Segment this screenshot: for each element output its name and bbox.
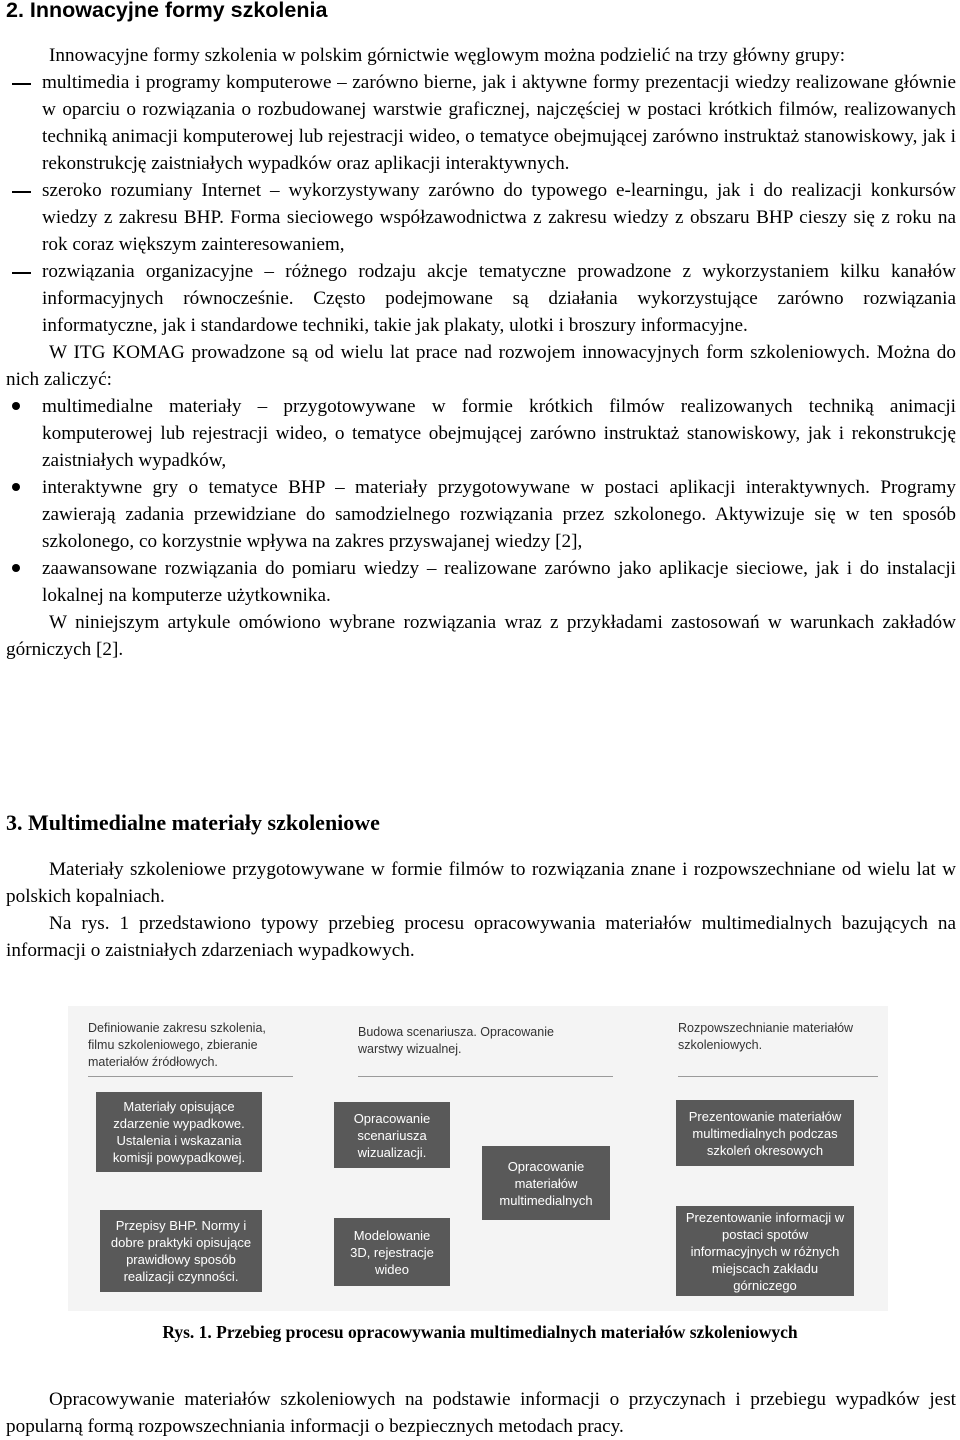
- section-3-body: [6, 856, 956, 964]
- section-3-paragraph: Na rys. 1 przedstawiono typowy przebieg procesu opracowywania materiałów multimedialnych bazujących na informacji o zaistniałych zdarzeniach wypadkowych.: [6, 913, 956, 961]
- list-item-text: rozwiązania organizacyjne – różnego rodzaju akcje tematyczne prowadzone z wykorzystaniem kilku kanałów informacyjnych równocześnie. Często podejmowane są działania wykorzystujące zarówno rozwiązania informatyczne, jak i standardowe techniki, takie jak plakaty, ulotki i broszury informacyjne.: [42, 261, 956, 336]
- section-heading: 2. Innowacyjne formy szkolenia: [6, 0, 328, 22]
- final-paragraph: Opracowywanie materiałów szkoleniowych na podstawie informacji o przyczynach i przebiegu wypadków jest popularną formą rozpowszechniania informacji o bezpiecznych metodach pracy.: [6, 1389, 956, 1437]
- process-box: Modelowanie 3D, rejestracje wideo: [334, 1218, 450, 1286]
- process-box: Opracowanie materiałów multimedialnych: [482, 1146, 610, 1220]
- dash-marker: [12, 83, 31, 85]
- process-box: Prezentowanie informacji w postaci spotów informacyjnych w różnych miejscach zakładu górniczego: [676, 1206, 854, 1296]
- process-box: Opracowanie scenariusza wizualizacji.: [334, 1102, 450, 1168]
- bullet-marker: [12, 483, 20, 491]
- process-diagram: [68, 1006, 888, 1311]
- list-item-text: szeroko rozumiany Internet – wykorzystywany zarówno do typowego e-learningu, jak i do realizacji konkursów wiedzy z zakresu BHP. Forma sieciowego współzawodnictwa z zakresu wiedzy z obszaru BHP cieszy się z roku na rok coraz większym zainteresowaniem,: [42, 180, 956, 255]
- process-box: Prezentowanie materiałów multimedialnych podczas szkoleń okresowych: [676, 1100, 854, 1166]
- final-body: [6, 1386, 956, 1440]
- figure-caption: Rys. 1. Przebieg procesu opracowywania multimedialnych materiałów szkoleniowych: [162, 1322, 798, 1342]
- list-item: [6, 177, 956, 258]
- closing-paragraph: W niniejszym artykule omówiono wybrane rozwiązania wraz z przykładami zastosowań w warunkach zakładów górniczych [2].: [6, 612, 956, 660]
- list-item-text: interaktywne gry o tematyce BHP – materiały przygotowywane w postaci aplikacji interaktywnych. Programy zawierają zadania przewidziane do samodzielnego rozwiązania przez szkolonego. Aktywizuje się w ten sposób szkolonego, co korzystnie wpływa na zakres przyswajanej wiedzy [2],: [42, 477, 956, 552]
- list-item-text: multimedia i programy komputerowe – zarówno bierne, jak i aktywne formy prezentacji wiedzy realizowane głównie w oparciu o rozwiązania o rozbudowanej warstwie graficznej, najczęściej w postaci krótkich filmów, realizowanych techniką animacji komputerowej lub rejestracji wideo, o tematyce obejmującej zarówno instruktaż stanowiskowy, jak i rekonstrukcję zaistniałych wypadków oraz aplikacji interaktywnych.: [42, 72, 956, 174]
- list-item-text: zaawansowane rozwiązania do pomiaru wiedzy – realizowane zarówno jako aplikacje sieciowe, jak i do instalacji lokalnej na komputerze użytkownika.: [42, 558, 956, 606]
- list-item: [6, 393, 956, 474]
- bullet-marker: [12, 564, 20, 572]
- column-divider: [678, 1076, 878, 1077]
- list-item: [6, 258, 956, 339]
- list-item-text: multimedialne materiały – przygotowywane w formie krótkich filmów realizowanych techniką animacji komputerowej lub rejestracji wideo, o tematyce obejmującej zarówno instruktaż stanowiskowy, jak i rekonstrukcję zaistniałych wypadków,: [42, 396, 956, 471]
- intro-paragraph: Innowacyjne formy szkolenia w polskim górnictwie węglowym można podzielić na trzy główny grupy:: [49, 45, 846, 66]
- column-header: Rozpowszechnianie materiałów szkoleniowych.: [678, 1021, 854, 1052]
- column-header: Definiowanie zakresu szkolenia, filmu szkoleniowego, zbieranie materiałów źródłowych.: [88, 1021, 266, 1069]
- komag-paragraph: W ITG KOMAG prowadzone są od wielu lat prace nad rozwojem innowacyjnych form szkoleniowych. Można do nich zaliczyć:: [6, 342, 956, 390]
- section-2-body: [6, 42, 956, 663]
- section-heading: 3. Multimedialne materiały szkoleniowe: [6, 810, 380, 835]
- dash-marker: [12, 191, 31, 193]
- column-divider: [358, 1076, 613, 1077]
- column-divider: [88, 1076, 293, 1077]
- list-item: [6, 69, 956, 177]
- column-header: Budowa scenariusza. Opracowanie warstwy wizualnej.: [358, 1025, 554, 1056]
- process-box: Przepisy BHP. Normy i dobre praktyki opisujące prawidłowy sposób realizacji czynności.: [100, 1210, 262, 1292]
- list-item: [6, 555, 956, 609]
- section-3-paragraph: Materiały szkoleniowe przygotowywane w formie filmów to rozwiązania znane i rozpowszechniane od wielu lat w polskich kopalniach.: [6, 859, 956, 907]
- bullet-marker: [12, 402, 20, 410]
- list-item: [6, 474, 956, 555]
- process-box: Materiały opisujące zdarzenie wypadkowe. Ustalenia i wskazania komisji powypadkowej.: [96, 1092, 262, 1172]
- dash-marker: [12, 272, 31, 274]
